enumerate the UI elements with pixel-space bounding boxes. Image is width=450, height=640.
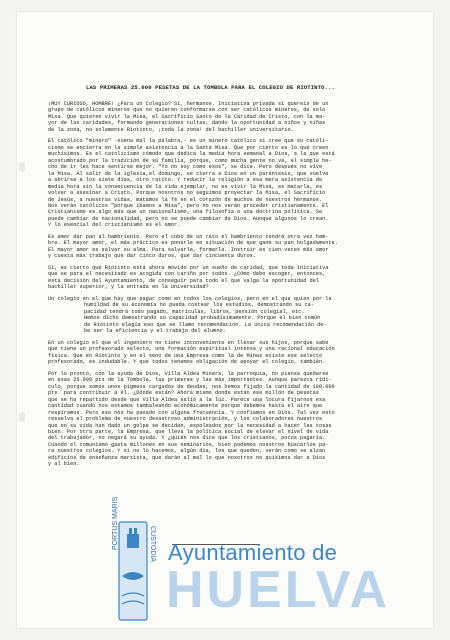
text-line: esta decisión del Ayuntamiento, de conseguir para todo el que valga la oportunidad del <box>48 277 319 284</box>
text-line: a abrirse a los siete días, otro ratito. Y reducir la religión a esa mera asistencia de <box>48 177 323 184</box>
text-line: media hora sin la consecuencia de la vida ejemplar, no es vivir la Misa, es matarla, es <box>48 183 323 190</box>
paragraph-p1 <box>48 101 404 133</box>
text-line: En un colegio el que el ingeniero no tiene inconveniente en llevar sus hijos, porque sabe <box>48 339 329 346</box>
text-line: y al bien. <box>48 461 80 468</box>
text-line: puede cambiar de nacionalidad, pero no se puede cambiar de Dios. Aunque algunos lo crean. <box>48 215 329 222</box>
text-line: muchísimos. Es el catolicismo cómodo que dedica la media hora semanal a Dios, a la que está <box>48 151 335 158</box>
binder-hole <box>19 412 25 422</box>
text-line: de la zona, no solamente Riotinto, ¡toda la zona! del bachiller universitario. <box>48 126 294 133</box>
text-line: Cuando el comunismo gasta millones en sus seminarios, bien podemos nosotros buscarlos pa- <box>48 441 329 448</box>
text-line: cho de ir les hace sentirse mejor. "Yo no soy como ésos", se dice. Pero después no vive <box>48 164 323 171</box>
paragraph-p3 <box>48 234 404 260</box>
text-line: Por lo pronto, con la ayuda de Dios, Villa Aldea Minera, la parroquia, no piensa quedarse <box>48 370 329 377</box>
text-line: Y lo esencial del cristianismo es el amor. <box>48 222 181 229</box>
text-line: que tiene un profesorado selecto, una formación espiritual intensa y una racional educación <box>48 346 335 353</box>
text-line: profesorado, es indudable. Y que todos tenemos obligación de apoyar el colegio, también. <box>48 359 326 366</box>
paragraph-p2 <box>48 138 404 228</box>
text-line: que se para el necesitado es acogida con cariño por todos. ¿Cómo debo escoger, entonces, <box>48 271 326 278</box>
text-line: grupo de católicos mineros que no quieren conformarse con ser católicos mineros, de solo <box>48 107 326 114</box>
text-line: ¡MUY CURIOSO, HOMBRE! ¿Para un Colegio? Sí, hermanos. Iniciativa privada si quereis de un <box>48 101 329 107</box>
text-line: de Riotinto elegía eso que se llamo recomendación. La única recomendación de- <box>84 321 327 328</box>
text-line: Es amor dar pan al hambriento. Pero el cubo de un rato el hambriento tendrá otra vez ham- <box>48 233 329 240</box>
text-line: Misa. Que quieren vivir la Misa, el Sacrificio Santo de la Caridad de Cristo, con la ma- <box>48 113 326 120</box>
text-line: bachiller superior, y la entrada en la Universidad? <box>48 284 209 291</box>
text-line: en esas 25.000 pts de la Tómbola, las primeras y las más importantes. Aunque parezca ridí- <box>48 377 332 384</box>
text-line: cantidad cuando nos estamos tambaleando económicamente porque debemos hasta el aire que <box>48 403 323 410</box>
text-line: Un colegio en el que hay que pagar como en todos los colegios, pero en el que quien por la <box>48 295 332 302</box>
paragraph-p7 <box>48 371 404 468</box>
text-line: be ser la eficiencia y el trabajo del alumno. <box>84 328 226 335</box>
text-line: la Misa. Al salir de la iglesia,el domingo, se cierra a Dios en un paréntesis, que vuelve <box>48 170 329 177</box>
text-line: que se ha repartido desde que Villa Aldea salió a la luz. Parece una locura fijarnos esa <box>48 396 326 403</box>
text-line: respiramos. Pero eso nos ha pasado con alguna frecuencia. Y confiamos en Dios. Tal vez esto <box>48 409 335 416</box>
seal-left-text: PORTUS MARIS <box>112 496 119 550</box>
text-line: pts. para contribuir a él. ¿Dónde están? Ahora mismo donde están ese millón de pesetas <box>48 390 319 397</box>
paragraph-p6 <box>48 340 404 366</box>
text-line: ra nuestros colegios. Y si no lo hacemos, algún día, los que queden, verán como se alzan <box>48 448 326 455</box>
text-line: pacidad tendrá todo pagado, matrículas, libros, pensión colegial, etc. <box>84 308 305 315</box>
text-line: Hemos dicho demostrando su capacidad probadísimamente. Porque el bien común <box>84 315 321 322</box>
text-line: bien. Por otra parte, la Empresa, que lleva la política social de elevar el nivel de vida <box>48 428 329 435</box>
text-line: bre. El mayor amor, el más práctico es ponerle en situación de que gane su pan holgadamente. <box>48 240 338 247</box>
paragraph-p4 <box>48 265 404 291</box>
text-line: de Jesús, a nuestras vidas, matamos la fé en el corazón de muchos de nuestros hermanos. <box>48 196 323 203</box>
text-line: Sí, es cierto que Riotinto está ahora movido por un sueño de caridad, que toda iniciativa <box>48 264 329 271</box>
text-line: culo, porque somos unos pigmeos cargados de deudas, nos hemos fijado la cantidad de 100.000 <box>48 383 335 390</box>
document-title: LAS PRIMERAS 25.000 PESETAS DE LA TOMBOLA PARA EL COLEGIO DE RIOTINTO... <box>86 84 335 91</box>
text-line: humildad de su economía no pueda costear los estudios, demostrando su ca- <box>84 302 314 309</box>
text-line: y cuesta más trabajo que dar cinco duros, que dar cincuenta duros. <box>48 253 256 260</box>
watermark-line-1: Ayuntamiento de <box>168 540 338 565</box>
text-line: del trabajador, no negará su ayuda. Y ¿quién nos dice que los cristianos, pocos pagaría. <box>48 435 326 442</box>
text-line: Cristianismo es algo más que un nacionalismo, una filosofía o una doctrina política. Se <box>48 209 323 216</box>
watermark-line-2: HUELVA <box>166 561 391 619</box>
paragraph-p5 <box>48 296 404 335</box>
text-line: resuelva el problema de nuestro desastroso administración, y los colaboradores nuestros <box>48 416 323 423</box>
text-line: acostumbrado por la tradición de su familia, porque, como mucha gente no va, el simple he- <box>48 157 332 164</box>
text-line: física. Que en Riotinto y en el seno de una Empresa como la de Minas existe ese selecto <box>48 352 323 359</box>
city-shield-icon <box>116 516 150 624</box>
binder-hole <box>19 162 25 172</box>
text-line: El mayor amor es salvar su alma. Para salvarla, formarla. Instruir es cien veces más amor <box>48 246 329 253</box>
text-line: edificios de enseñanza marxista, que darán al mal lo que nosotros no quisimos dar a Dios <box>48 454 326 461</box>
huelva-watermark <box>112 496 446 634</box>
text-line: Nos verán católicos "porque íbamos a Misa", pero no nos verán proceder cristianamente. El <box>48 202 329 209</box>
text-line: El católico "minero" -suena mal la palabra,- es un minero católico si cree que su católi- <box>48 138 329 145</box>
seal-right-text: CUSTODIA <box>149 526 156 563</box>
text-line: que en su vida han dado un golpe se decidan, espoleados por la necesidad a hacer las cosas <box>48 422 332 429</box>
text-line: yor de las caridades, formando generaciones cultas, dando la oportunidad a niños y niñas <box>48 120 326 127</box>
text-line: volver a asesinar a Cristo. Porque nosotros no seguimos proyectar la Misa, el Sacrificio <box>48 190 326 197</box>
document-body <box>48 101 404 473</box>
text-line: cismo se encierra en la simple asistencia a la Santa Misa. Que por cierto es lo que creen <box>48 144 329 151</box>
